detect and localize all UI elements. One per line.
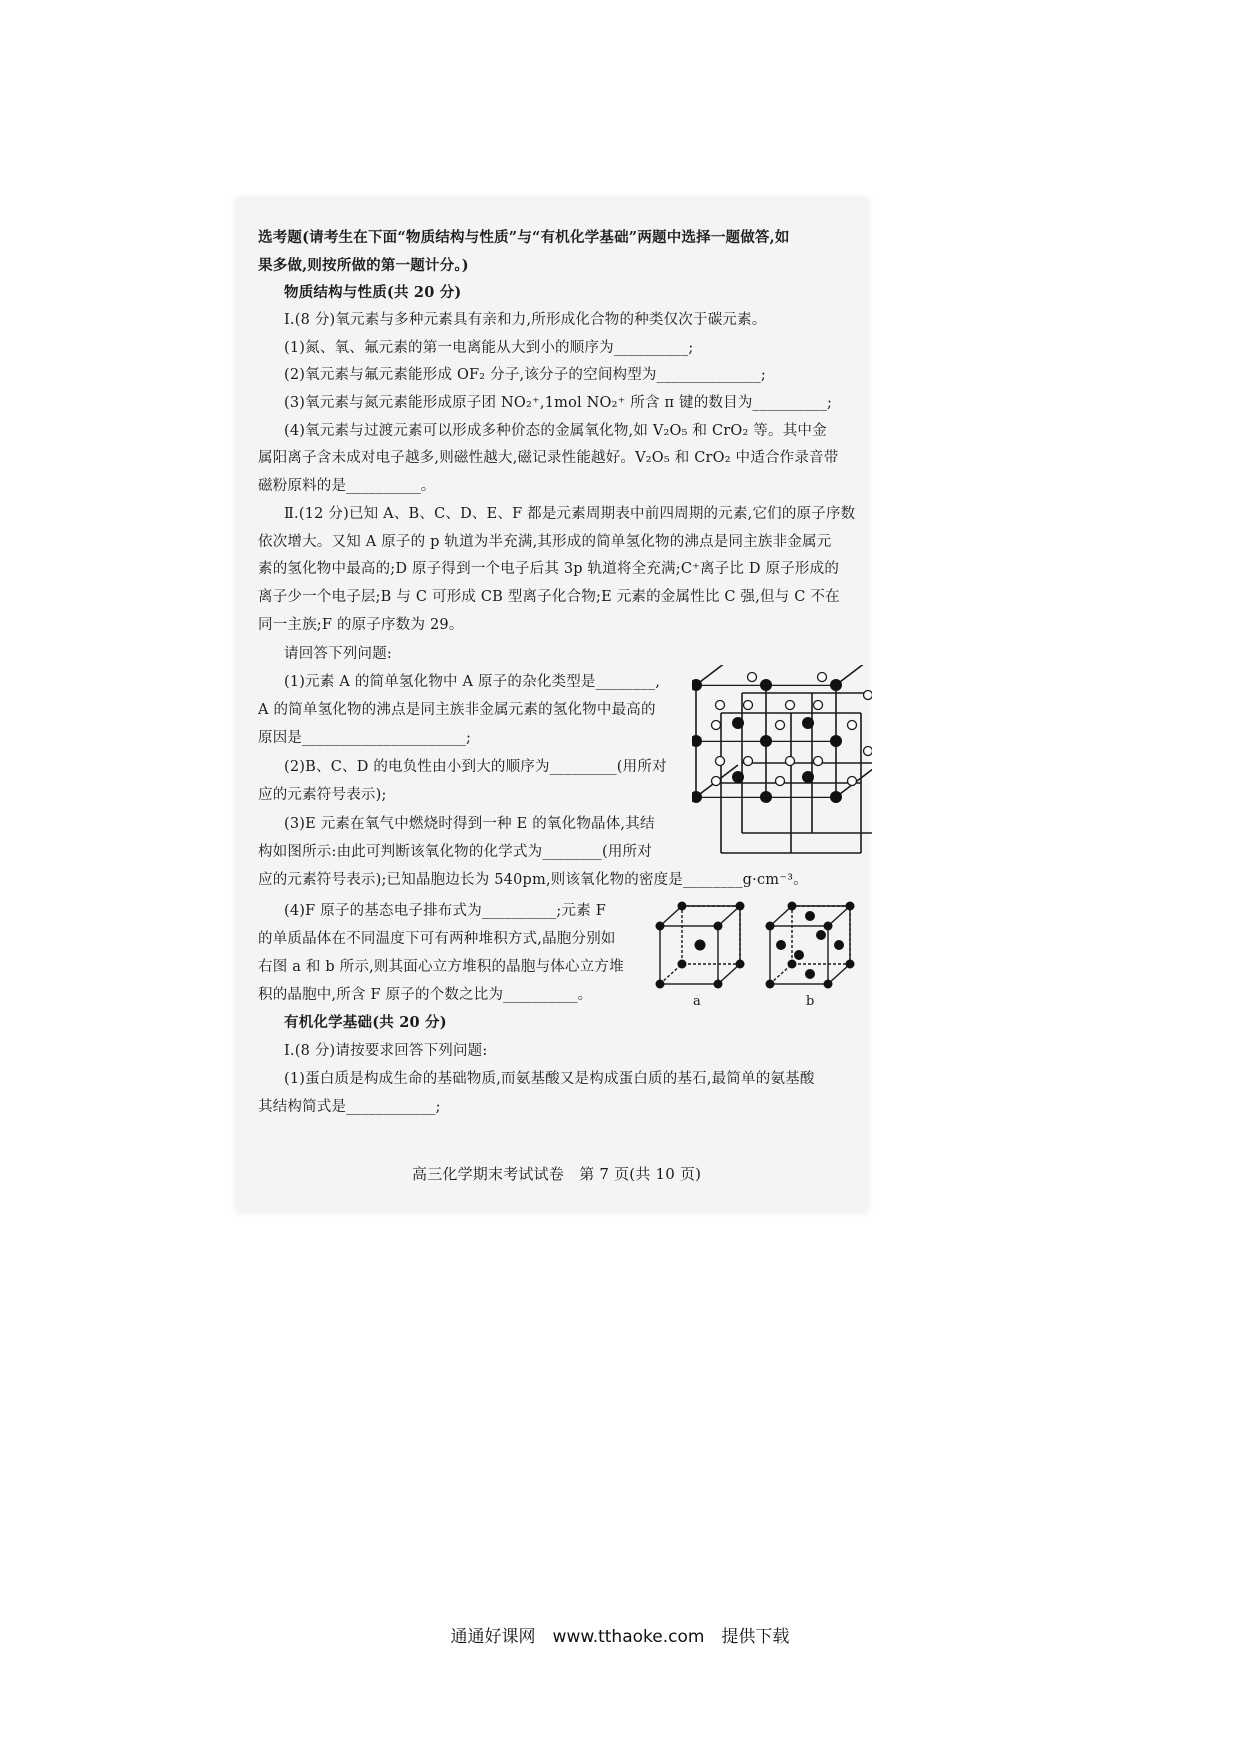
unit-cell-a-label: a (693, 994, 701, 1009)
question-II-intro-5: 同一主族;F 的原子序数为 29。 (258, 617, 464, 633)
question-II-prompt: 请回答下列问题: (284, 646, 392, 662)
question-II-intro-2: 依次增大。又知 A 原子的 p 轨道为半充满,其形成的简单氢化物的沸点是同主族非金属元 (258, 534, 832, 550)
question-II-3-line-3: 应的元素符号表示);已知晶胞边长为 540pm,则该氧化物的密度是________g·cm⁻³。 (258, 872, 808, 888)
question-II-4-line-2: 的单质晶体在不同温度下可有两种堆积方式,晶胞分别如 (258, 931, 616, 947)
question-I-intro: Ⅰ.(8 分)氧元素与多种元素具有亲和力,所形成化合物的种类仅次于碳元素。 (284, 312, 767, 328)
instruction-line-1: 选考题(请考生在下面“物质结构与性质”与“有机化学基础”两题中选择一题做答,如 (258, 229, 790, 246)
instruction-line-2: 果多做,则按所做的第一题计分。) (258, 257, 469, 274)
question-II-2-line-2: 应的元素符号表示); (258, 787, 387, 803)
question-I-4-line-3: 磁粉原料的是__________。 (258, 478, 436, 494)
question-I-3: (3)氧元素与氮元素能形成原子团 NO₂⁺,1mol NO₂⁺ 所含 π 键的数目为__________; (284, 395, 833, 411)
section-heading-structure: 物质结构与性质(共 20 分) (284, 284, 462, 301)
unit-cell-b-fcc (764, 900, 856, 990)
question-I-2: (2)氧元素与氟元素能形成 OF₂ 分子,该分子的空间构型为______________; (284, 367, 767, 383)
question-II-2-line-1: (2)B、C、D 的电负性由小到大的顺序为_________(用所对 (284, 759, 667, 775)
question-I-1: (1)氮、氧、氟元素的第一电离能从大到小的顺序为__________; (284, 340, 694, 356)
question-II-4-line-1: (4)F 原子的基态电子排布式为__________;元素 F (284, 903, 606, 919)
question-I-4-line-2: 属阳离子含未成对电子越多,则磁性越大,磁记录性能越好。V₂O₅ 和 CrO₂ 中适合作录音带 (258, 450, 839, 466)
question-II-4-line-3: 右图 a 和 b 所示,则其面心立方堆积的晶胞与体心立方堆 (258, 959, 624, 975)
question-organic-I-1-line-1: (1)蛋白质是构成生命的基础物质,而氨基酸又是构成蛋白质的基石,最简单的氨基酸 (284, 1071, 815, 1087)
download-watermark: 通通好课网 www.tthaoke.com 提供下载 (450, 1627, 790, 1647)
question-II-intro-1: Ⅱ.(12 分)已知 A、B、C、D、E、F 都是元素周期表中前四周期的元素,它们的原子序数 (284, 506, 856, 522)
question-II-3-line-2: 构如图所示:由此可判断该氧化物的化学式为________(用所对 (258, 844, 652, 860)
question-II-1-line-3: 原因是______________________; (258, 730, 472, 746)
question-II-3-line-1: (3)E 元素在氧气中燃烧时得到一种 E 的氧化物晶体,其结 (284, 816, 655, 832)
question-organic-I-1-line-2: 其结构简式是____________; (258, 1099, 441, 1115)
question-II-intro-4: 离子少一个电子层;B 与 C 可形成 CB 型离子化合物;E 元素的金属性比 C 强,但与 C 不在 (258, 589, 840, 605)
question-II-1-line-1: (1)元素 A 的简单氢化物中 A 原子的杂化类型是________, (284, 674, 661, 690)
unit-cell-b-label: b (806, 994, 815, 1009)
unit-cell-a-bcc (654, 900, 746, 990)
question-organic-I-intro: Ⅰ.(8 分)请按要求回答下列问题: (284, 1043, 488, 1059)
crystal-structure-figure (692, 665, 872, 855)
section-heading-organic: 有机化学基础(共 20 分) (284, 1014, 447, 1031)
question-I-4-line-1: (4)氧元素与过渡元素可以形成多种价态的金属氧化物,如 V₂O₅ 和 CrO₂ 等。其中金 (284, 423, 827, 439)
page-footer: 高三化学期末考试试卷 第 7 页(共 10 页) (412, 1165, 702, 1183)
question-II-4-line-4: 积的晶胞中,所含 F 原子的个数之比为__________。 (258, 987, 593, 1003)
question-II-intro-3: 素的氢化物中最高的;D 原子得到一个电子后其 3p 轨道将全充满;C⁺离子比 D 原子形成的 (258, 561, 840, 577)
question-II-1-line-2: A 的简单氢化物的沸点是同主族非金属元素的氢化物中最高的 (258, 702, 656, 718)
